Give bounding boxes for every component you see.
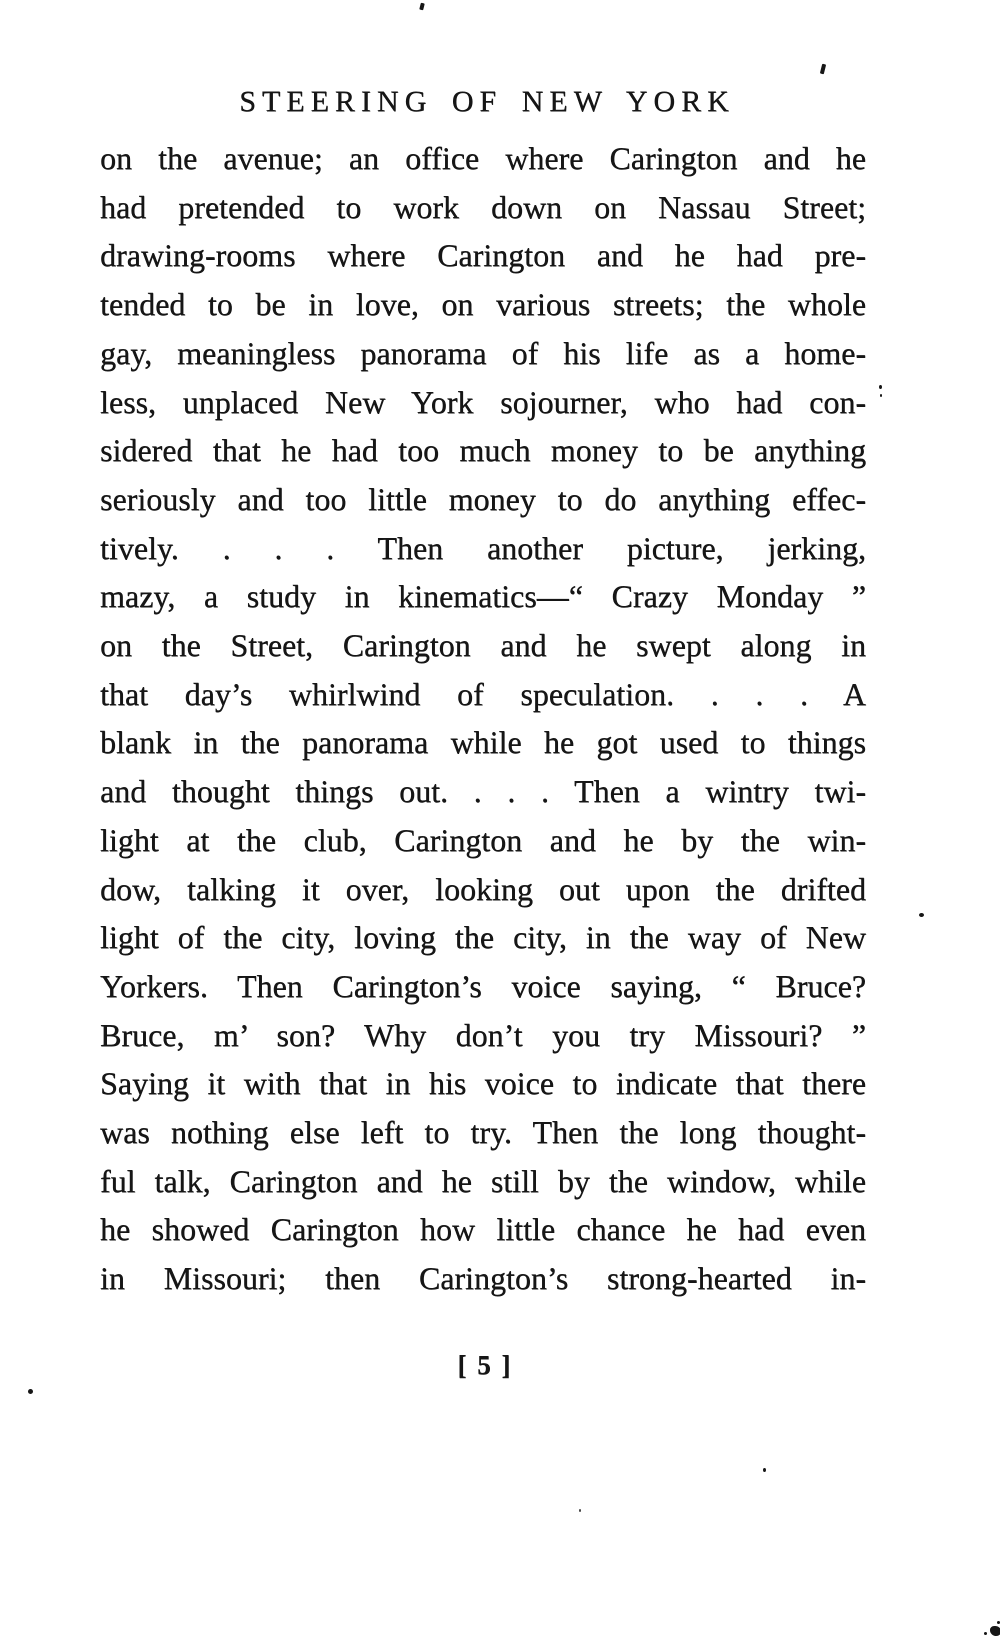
page-number: [ 5 ] (457, 1350, 513, 1380)
text-line: blank in the panorama while he got used to things (100, 724, 866, 761)
text-line: Saying it with that in his voice to indicate that there (100, 1065, 866, 1102)
ink-speck (880, 394, 882, 397)
text-line: light at the club, Carington and he by the win- (100, 821, 866, 858)
text-line: sidered that he had too much money to be anything (100, 432, 866, 469)
text-line: seriously and too little money to do anything effec- (100, 480, 866, 517)
ink-speck (820, 64, 826, 75)
text-line: on the avenue; an office where Carington and he (100, 140, 866, 176)
ink-speck (763, 1468, 766, 1472)
text-line: mazy, a study in kinematics—“ Crazy Monday ” (100, 578, 866, 615)
ink-speck (28, 1389, 33, 1394)
text-line: had pretended to work down on Nassau Street; (100, 188, 866, 225)
text-line: tended to be in love, on various streets; the whole (100, 286, 866, 323)
running-header: STEERING OF NEW YORK (239, 85, 735, 118)
text-line: that day’s whirlwind of speculation. . . . A (100, 675, 866, 712)
text-line: gay, meaningless panorama of his life as a home- (100, 334, 866, 371)
text-line: he showed Carington how little chance he had even (100, 1211, 866, 1248)
ink-speck (419, 3, 425, 11)
ink-speck (879, 385, 882, 389)
ink-speck (579, 1509, 581, 1512)
body-text (100, 134, 866, 1303)
text-line: Bruce, m’ son? Why don’t you try Missouri? ” (100, 1016, 866, 1053)
ink-speck (990, 1626, 1000, 1636)
text-line: ful talk, Carington and he still by the window, while (100, 1162, 866, 1199)
text-line: dow, talking it over, looking out upon the drifted (100, 870, 866, 907)
ink-speck (984, 1632, 987, 1635)
text-line: light of the city, loving the city, in the way of New (100, 919, 866, 956)
text-line: was nothing else left to try. Then the long thought- (100, 1114, 866, 1151)
text-line: drawing-rooms where Carington and he had pre- (100, 237, 866, 274)
text-line: in Missouri; then Carington’s strong-hearted in- (100, 1260, 866, 1297)
text-line: on the Street, Carington and he swept along in (100, 627, 866, 664)
text-line: tively. . . . Then another picture, jerking, (100, 529, 866, 566)
text-line: less, unplaced New York sojourner, who had con- (100, 383, 866, 420)
text-line: Yorkers. Then Carington’s voice saying, “ Bruce? (100, 967, 866, 1004)
ink-speck (919, 913, 924, 917)
text-line: and thought things out. . . . Then a wintry twi- (100, 773, 866, 810)
